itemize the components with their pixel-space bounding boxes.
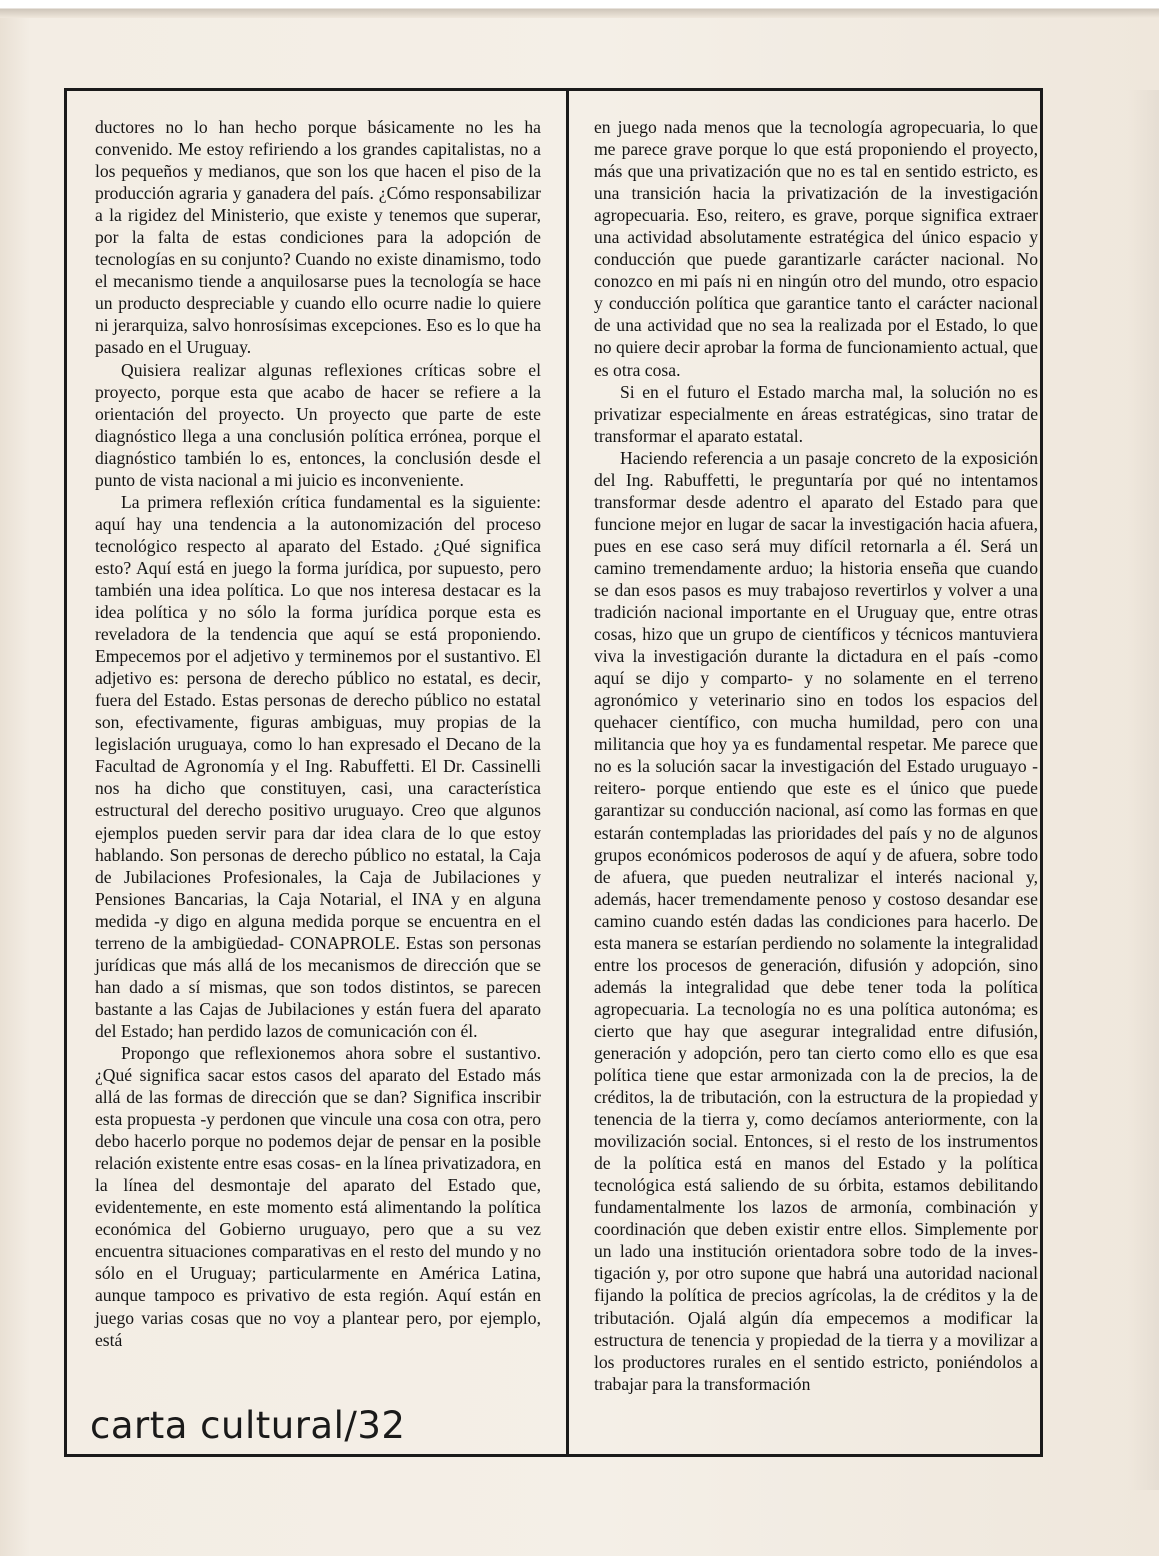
left-paragraph-1: ductores no lo han hecho porque básicamente no les ha convenido. Me estoy refiriendo a los grandes capitalistas, no a los pequeños y medianos, que son los que hacen el piso de la producción agraria y ganadera del país. ¿Cómo responsabilizar a la rigidez del Ministerio, que existe y tenemos que superar, por la falta de estas condiciones para la adopción de tecnologías en su conjunto? Cuando no existe dinamismo, todo el mecanismo tiende a anquilosarse pues la tecnología se hace un producto despreciable y cuando ello ocurre nadie lo quiere ni jerarquiza, salvo honrosísimas excepciones. Eso es lo que ha pasado en el Uruguay. [95, 117, 541, 358]
left-paragraph-4: Propongo que reflexionemos ahora sobre el sustantivo. ¿Qué significa sacar estos casos del aparato del Estado más allá de las formas de dirección que se dan? Significa inscribir esta propuesta -y perdonen que vincule una cosa con otra, pero debo hacerlo porque no podemos dejar de pensar en la posible relación existente entre esas cosas- en la línea privatizadora, en la línea del desmontaje del aparato del Estado que, evidentemente, en este momento está alimentando la política económica del Gobierno uruguayo, pero que a su vez encuentra situaciones comparativas en el resto del mundo y no sólo en el Uruguay; particularmente en América Latina, aunque tampoco es privativo de esta región. Aquí están en juego varias cosas que no voy a plantear pero, por ejemplo, está [95, 1042, 541, 1350]
left-paragraph-3: La primera reflexión crítica fundamental es la siguiente: aquí hay una tendencia a la autonomización del proceso tecnológico respecto al aparato del Estado. ¿Qué significa esto? Aquí está en juego la forma jurídica, por supuesto, pero también una idea política. Lo que nos interesa destacar es la idea política y no sólo la forma jurídica porque esta es reveladora de la tendencia que aquí se está proponiendo. Empecemos por el adjetivo y terminemos por el sustantivo. El adjetivo es: persona de derecho público no estatal, es decir, fuera del Estado. Estas personas de derecho público no estatal son, efectivamente, figuras ambiguas, muy propias de la legislación uruguaya, como lo han expresado el Decano de la Facultad de Agronomía y el Ing. Rabuffetti. El Dr. Cassinelli nos ha dicho que constituyen, casi, una característica estructural del derecho positivo uruguayo. Creo que algunos ejemplos pueden servir para dar idea clara de lo que estoy hablando. Son personas de derecho público no estatal, la Caja de Jubilaciones Profesionales, la Caja de Jubilaciones y Pensiones Bancarias, la Caja Notarial, el INA y en alguna medida -y digo en alguna medida porque se encuentra en el terreno de la ambigüedad- CONAPROLE. Estas son personas jurídicas que más allá de los mecanismos de dirección que se han dado a sí mismas, que son todos distintos, se parecen bastante a las Cajas de Jubilaciones y están fuera del aparato del Estado; han perdido lazos de comunicación con él. [95, 491, 541, 1041]
page-top-edge [0, 0, 1159, 18]
right-paragraph-2: Si en el futuro el Estado marcha mal, la solución no es privatizar especialmente en áreas estratégicas, sino tratar de transformar el aparato estatal. [594, 381, 1038, 446]
right-column [594, 116, 1038, 1395]
left-column [95, 116, 541, 1351]
publication-footer: carta cultural/32 [90, 1404, 406, 1447]
page-right-shadow [1128, 90, 1159, 1490]
right-paragraph-1: en juego nada menos que la tecnología agropecuaria, lo que me parece grave porque lo que está proponiendo el proyecto, más que una privatización que no es tal en sentido estricto, es una transición hacia la privatización de la investigación agropecuaria. Eso, reitero, es grave, porque significa extraer una actividad absolutamente estratégica del único espacio y conducción que puede garantizarle carácter nacional. No conozco en mi país ni en ningún otro del mundo, otro espacio y conducción política que garantice tanto el carácter nacional de una actividad que no sea la realizada por el Estado, lo que no quiere decir aprobar la forma de funcionamiento actual, que es otra cosa. [594, 117, 1038, 380]
column-divider [566, 88, 569, 1457]
left-paragraph-2: Quisiera realizar algunas reflexiones críticas sobre el proyecto, porque esta que acabo de hacer se refiere a la orientación del proyecto. Un proyecto que parte de este diagnóstico llega a una conclusión política errónea, porque el diagnóstico también lo es, entonces, la conclusión desde el punto de vista nacional a mi juicio es inconveniente. [95, 359, 541, 490]
right-paragraph-3: Haciendo referencia a un pasaje concreto de la exposición del Ing. Rabuffetti, le preguntaría por qué no intentamos transformar desde adentro el aparato del Estado para que funcione mejor en lugar de sacar la investigación hacia afuera, pues en ese caso será muy difícil retornarla a él. Será un camino tremendamente arduo; la historia enseña que cuando se dan esos pasos es muy trabajoso revertirlos y volver a una tradición nacional importante en el Uruguay que, entre otras cosas, hizo que un grupo de científicos y técnicos mantuviera viva la investigación durante la dictadura en el país -como aquí se dijo y comparto- y no solamente en el terreno agronómico y veterinario sino en todos los espacios del quehacer científico, con mucha humildad, pero con una militancia que hoy ya es fundamental respetar. Me parece que no es la solución sacar la investigación del Estado uruguayo -reitero- porque entiendo que este es el único que puede garantizar su conducción nacional, así como las formas en que estarán contempladas las prioridades del país y no de algunos grupos económicos poderosos de aquí y de afuera, sobre todo de afuera, que pueden neutralizar el interés nacional y, además, hacer tremendamente penoso y costoso desandar ese camino cuando estén dadas las condiciones para hacerlo. De esta manera se estarían perdiendo no solamente la integralidad entre los procesos de generación, difusión y adopción, sino además la integralidad que debe tener toda la política agropecuaria. La tecnología no es una política autonóma; es cierto que hay que asegurar integralidad entre difusión, generación y adopción, pero tan cierto como ello es que esa política tiene que estar armonizada con la de precios, la de créditos, la de tributación, con la estructura de la propiedad y tenencia de la tierra y, como decíamos anteriormente, con la movilización social. Entonces, si el resto de los instrumentos de la política está en manos del Estado y la política tecnológica está saliendo de su órbita, estamos debilitando fundamentalmente los lazos de armonía, combinación y coordinación que deben existir entre ellos. Simplemente por un lado una institución orientadora sobre todo de la investigación y, por otro supone que habrá una autoridad nacional fijando la política de precios agrícolas, la de créditos y la de tributación. Ojalá algún día empecemos a modificar la estructura de tenencia y propiedad de la tierra y a movilizar a los productores rurales en el sentido estricto, poniéndolos a trabajar para la transformación [594, 447, 1038, 1394]
